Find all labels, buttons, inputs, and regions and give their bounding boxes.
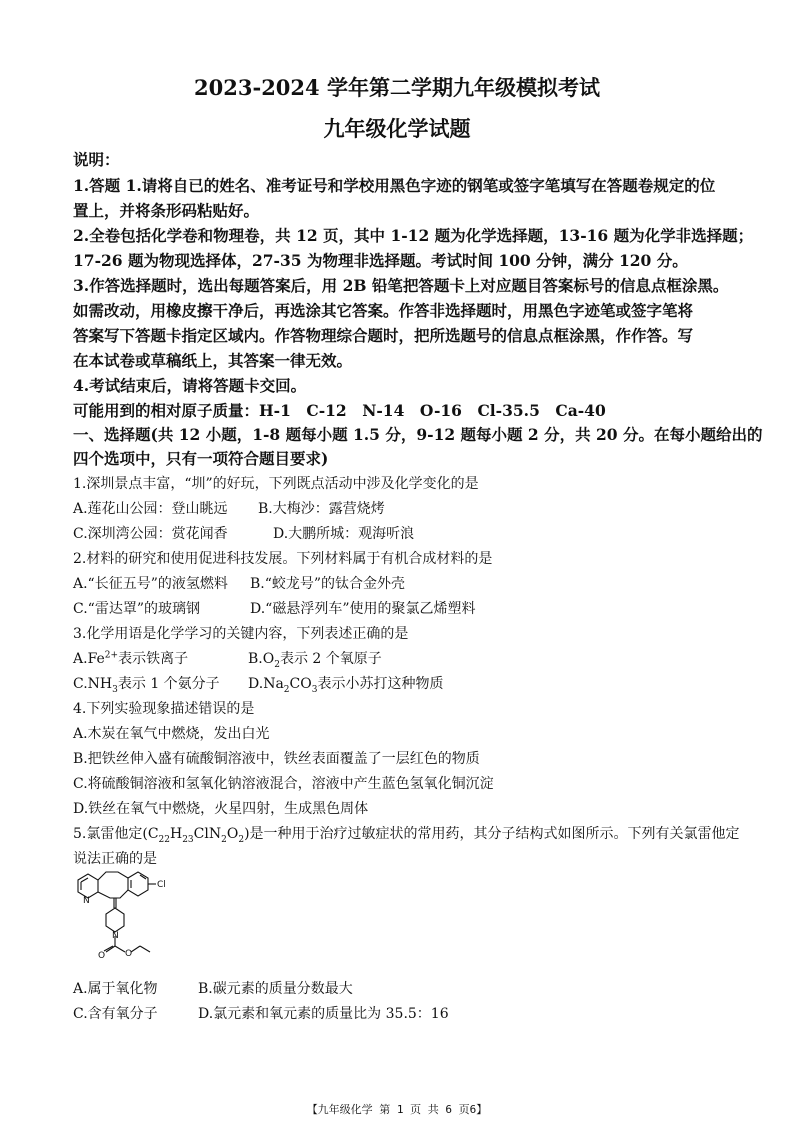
exam-subtitle: 九年级化学试题 [323,116,471,141]
q3-option-b: $B.O_2$表示 2 个氧原子 [248,651,382,670]
loratadine-structure-diagram [70,868,180,972]
q4-stem: 4.下列实验现象描述错误的是 [73,701,255,717]
q1-stem: 1.深圳景点丰富，“圳”的好玩，下列既点活动中涉及化学变化的是 [73,476,479,492]
q5-stem: 5.氯雷他定$(C_{22}H_{23}ClN_2O_2)$是一种用于治疗过敏症状的常用药，其分子结构式如图所示。下列有关氯雷他定 [73,826,740,845]
instruction-line: 2.全卷包括化学卷和物理卷，共 12 页，其中 1-12 题为化学选择题，13-16 题为化学非选择题； [73,226,754,245]
piperidine-n-label: N [112,931,119,941]
pyridine-n-label: N [83,896,90,906]
q1-option-b: B.大梅沙：露营烧烤 [258,501,385,517]
instructions-heading: 说明： [73,150,120,169]
instruction-line: 答案写下答题卡指定区域内。作答物理综合题时，把所选题号的信息点框涂黑，作作答。写 [73,326,694,345]
q5-option-d: D.氯元素和氧元素的质量比为 35.5：16 [198,1006,449,1022]
section-heading: 四个选项中，只有一项符合题目要求) [73,449,329,468]
q2-option-d: D.“磁悬浮列车”使用的聚氯乙烯塑料 [250,601,476,617]
instruction-line: 如需改动，用橡皮擦干净后，再选涂其它答案。作答非选择题时，用黑色字迹笔或签字笔将 [73,301,694,320]
piperidine-ring [106,908,124,932]
page-footer: 【九年级化学 第 1 页 共 6 页6】 [306,1103,488,1116]
q2-option-c: C.“雷达罩”的玻璃钢 [73,601,200,617]
q3-stem: 3.化学用语是化学学习的关键内容，下列表述正确的是 [73,626,409,642]
q1-option-a: A.莲花山公园：登山眺远 [73,501,228,517]
ester-o-label: O [125,949,133,959]
q5-option-a: A.属于氧化物 [73,981,158,997]
instruction-line: 1.答题 1.请将自已的姓名、准考证号和学校用黑色字迹的钢笔或签字笔填写在答题卷规定的位 [73,176,716,195]
q3-option-c: $C.NH_3$表示 1 个氨分子 [73,676,220,695]
q5-stem-continued: 说法正确的是 [73,851,157,867]
q4-option-b: B.把铁丝伸入盛有硫酸铜溶液中，铁丝表面覆盖了一层红色的物质 [73,751,480,767]
q4-option-a: A.木炭在氧气中燃烧，发出白光 [73,726,270,742]
atomic-masses: 可能用到的相对原子质量：H-1 C-12 N-14 O-16 Cl-35.5 Ca-40 [73,401,606,420]
carbonyl-o-label: O [98,951,106,961]
chlorine-label: Cl [157,880,166,890]
q4-option-c: C.将硫酸铜溶液和氢氧化钠溶液混合，溶液中产生蓝色氢氧化铜沉淀 [73,776,494,792]
instruction-line: 置上，并将条形码粘贴好。 [73,201,260,220]
section-heading: 一、选择题(共 12 小题，1-8 题每小题 1.5 分，9-12 题每小题 2 分，共 20 分。在每小题给出的 [73,425,763,444]
q5-option-c: C.含有氧分子 [73,1006,158,1022]
instruction-line: 17-26 题为物现选择体，27-35 为物理非选择题。考试时间 100 分钟，满分 120 分。 [73,251,688,270]
q2-option-a: A.“长征五号”的液氢燃料 [73,576,228,592]
cycloheptane-bridge [98,872,128,880]
q2-stem: 2.材料的研究和使用促进科技发展。下列材料属于有机合成材料的是 [73,551,493,567]
q3-option-d: $D.Na_2CO_3$表示小苏打这种物质 [248,676,444,695]
exam-title: 2023-2024 学年第二学期九年级模拟考试 [194,75,600,100]
instruction-line: 3.作答选择题时，选出每题答案后，用 2B 铅笔把答题卡上对应题目答案标号的信息点框涂黑。 [73,276,729,295]
q5-option-b: B.碳元素的质量分数最大 [198,981,353,997]
instruction-line: 在本试卷或草稿纸上，其答案一律无效。 [73,351,353,370]
q1-option-c: C.深圳湾公园：赏花闻香 [73,526,228,542]
q2-option-b: B.“蛟龙号”的钛合金外壳 [250,576,406,592]
q4-option-d: D.铁丝在氧气中燃烧，火星四射，生成黑色周体 [73,801,369,817]
instruction-line: 4.考试结束后，请将答题卡交回。 [73,376,307,395]
q1-option-d: D.大鹏所城：观海听浪 [273,526,415,542]
q3-option-a: $A.Fe^{2+}$表示铁离子 [73,650,189,667]
